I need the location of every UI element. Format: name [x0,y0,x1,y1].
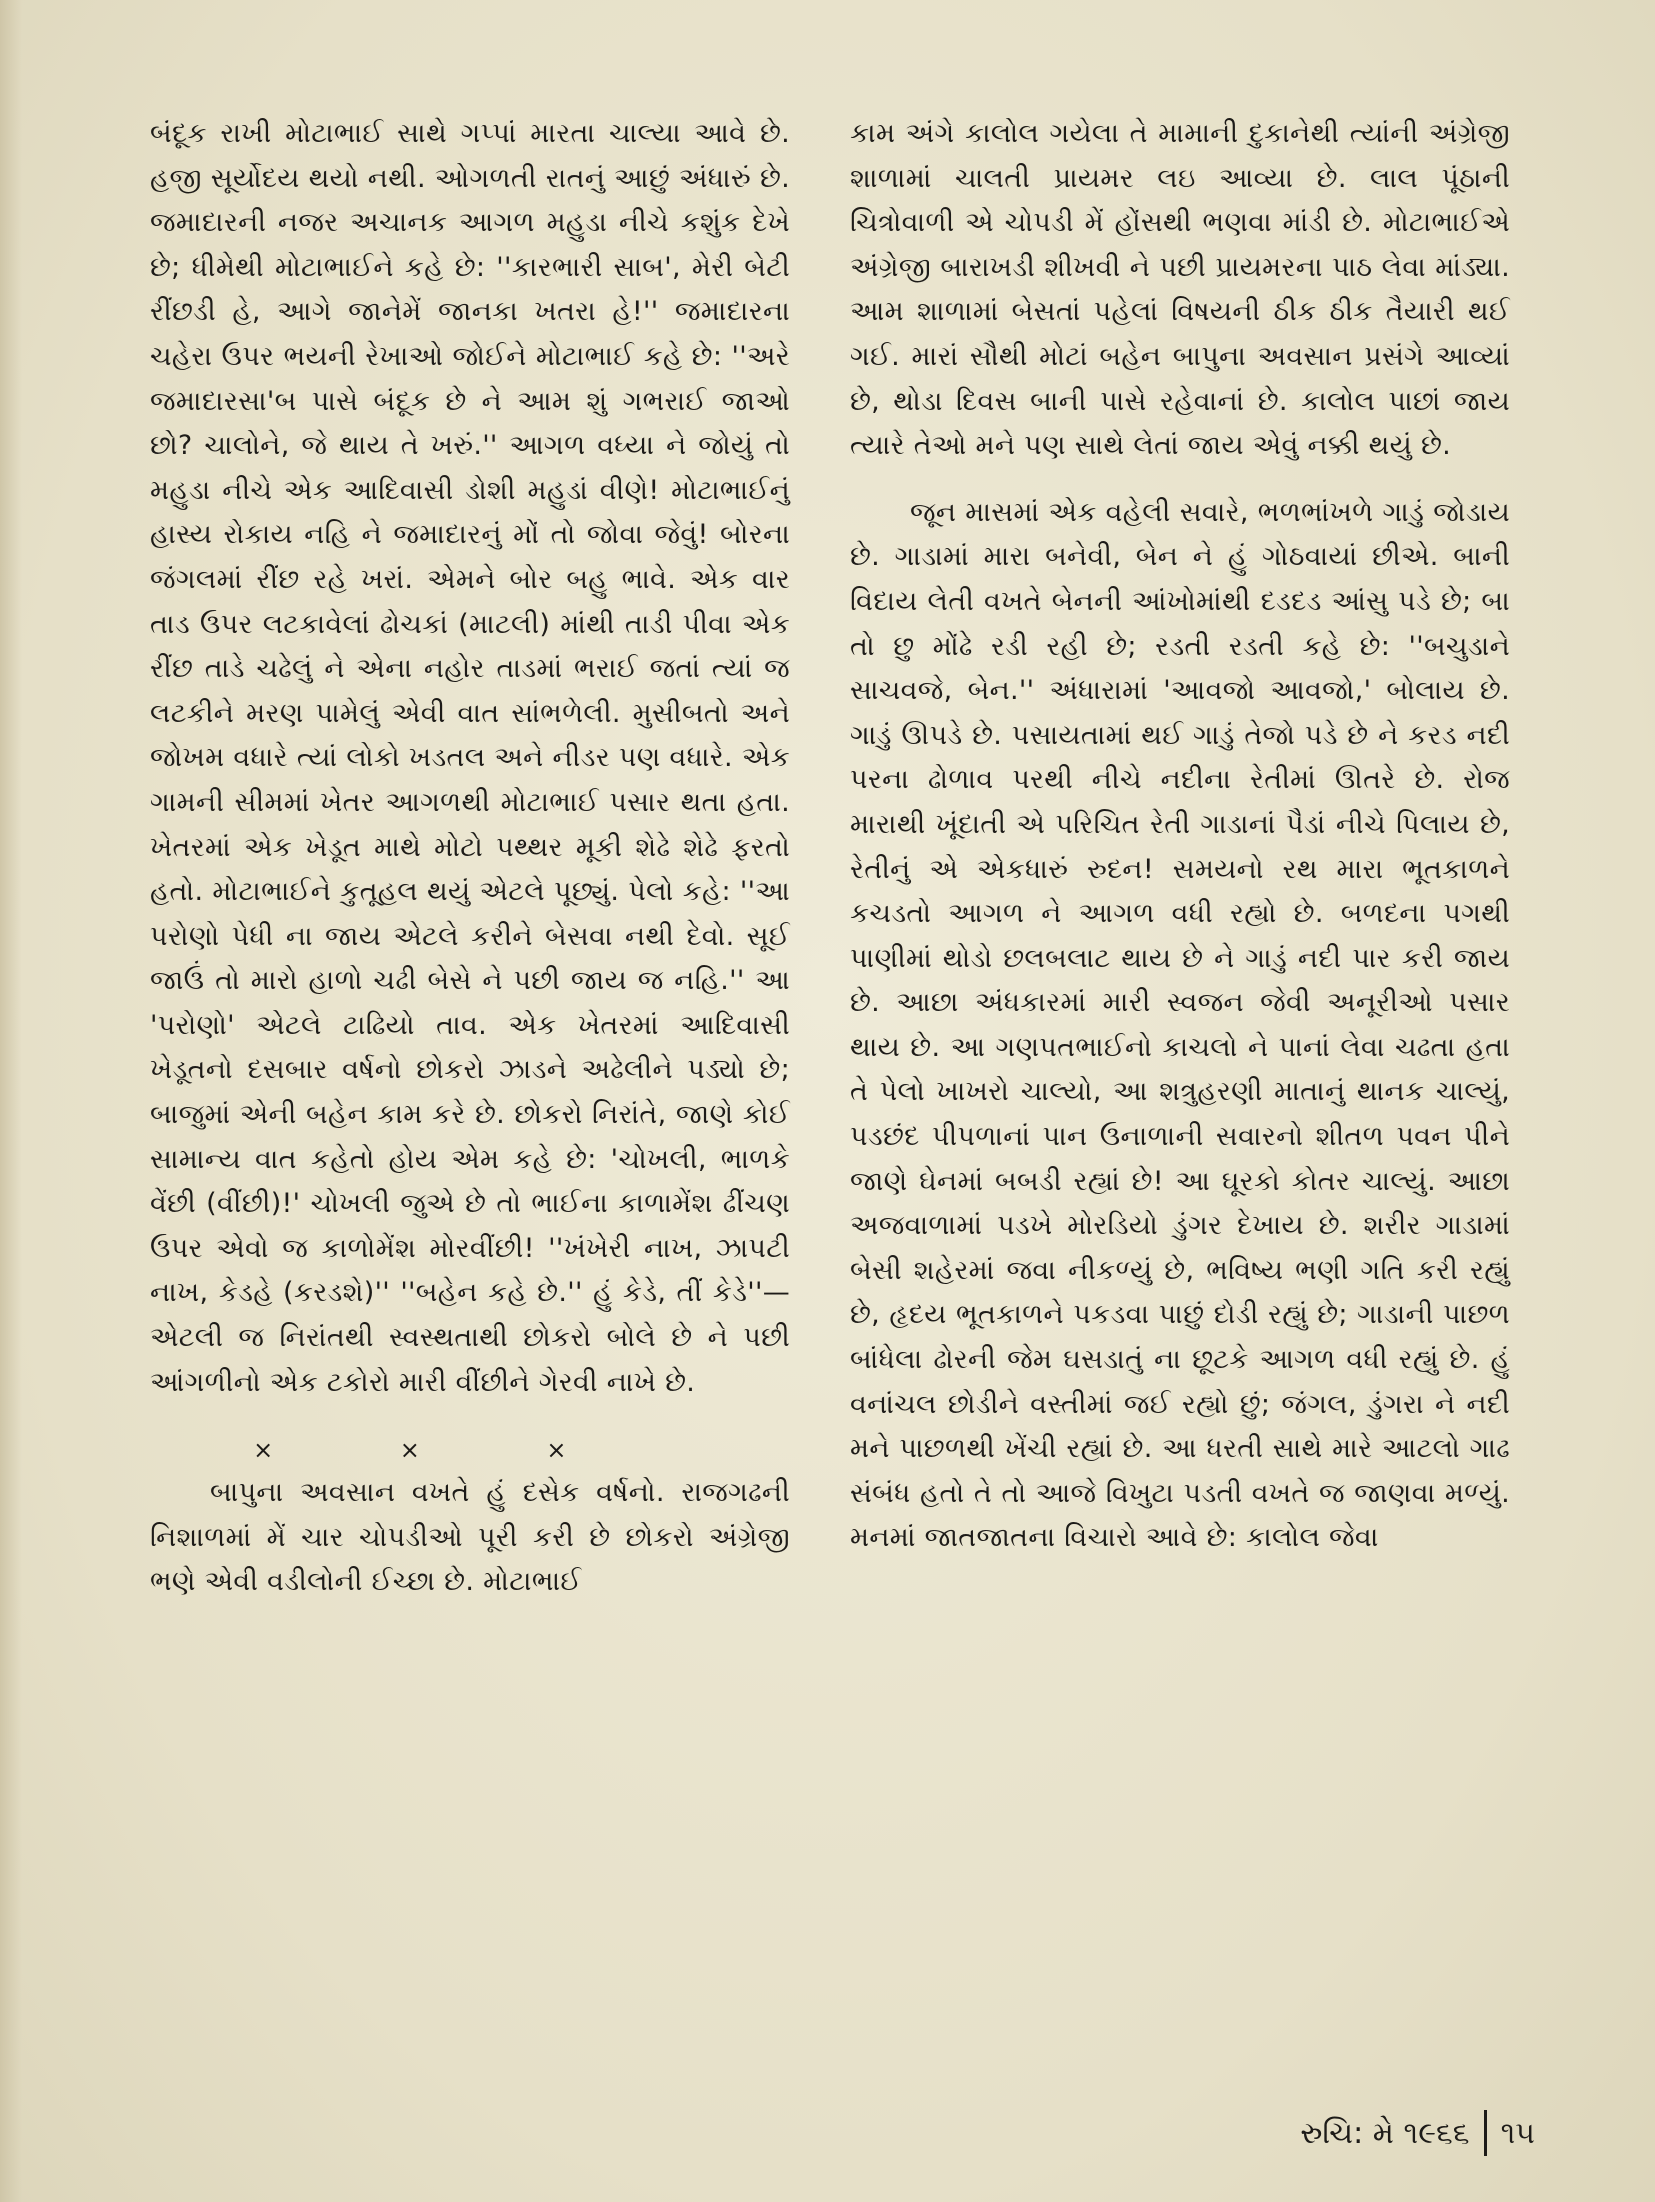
page-number: ૧૫ [1500,2115,1535,2151]
left-paragraph-2: બાપુના અવસાન વખતે હું દસેક વર્ષનો. રાજગઢની નિશાળમાં મેં ચાર ચોપડીઓ પૂરી કરી છે છોકરો અંગ્રેજી ભણે એવી વડીલોની ઈચ્છા છે. મોટાભાઈ [150,1477,790,1598]
page-footer [1175,2108,1535,2158]
separator-mark: × [253,1436,274,1465]
right-paragraph-1: કામ અંગે કાલોલ ગયેલા તે મામાની દુકાનેથી ત્યાંની અંગ્રેજી શાળામાં ચાલતી પ્રાયમર લઇ આવ્યા છે. લાલ પૂંઠાની ચિત્રોવાળી એ ચોપડી મેં હોંસથી ભણવા માંડી છે. મોટાભાઈએ અંગ્રેજી બારાખડી શીખવી ને પછી પ્રાયમરના પાઠ લેવા માંડ્યા. આમ શાળામાં બેસતાં પહેલાં વિષયની ઠીક ઠીક તૈયારી થઈ ગઈ. મારાં સૌથી મોટાં બહેન બાપુના અવસાન પ્રસંગે આવ્યાં છે, થોડા દિવસ બાની પાસે રહેવાનાં છે. કાલોલ પાછાં જાય ત્યારે તેઓ મને પણ સાથે લેતાં જાય એવું નક્કી થયું છે. [850,118,1510,462]
magazine-issue: રુચિ: મે ૧૯૬૬ [1300,2115,1470,2151]
left-column [150,112,790,1605]
binding-edge [0,0,22,2202]
right-paragraph-2: જૂન માસમાં એક વહેલી સવારે, ભળભાંખળે ગાડું જોડાય છે. ગાડામાં મારા બનેવી, બેન ને હું ગોઠવાયાં છીએ. બાની વિદાય લેતી વખતે બેનની આંખોમાંથી દડદડ આંસુ પડે છે; બા તો છુ મોંઢે રડી રહી છે; રડતી રડતી કહે છે: ''બચુડાને સાચવજે, બેન.'' અંધારામાં 'આવજો આવજો,' બોલાય છે. ગાડું ઊપડે છે. પસાયતામાં થઈ ગાડું તેજો પડે છે ને કરડ નદી પરના ઢોળાવ પરથી નીચે નદીના રેતીમાં ઊતરે છે. રોજ મારાથી ખૂંદાતી એ પરિચિત રેતી ગાડાનાં પૈડાં નીચે પિલાય છે, રેતીનું એ એકધારું રુદન! સમયનો રથ મારા ભૂતકાળને કચડતો આગળ ને આગળ વધી રહ્યો છે. બળદના પગથી પાણીમાં થોડો છલબલાટ થાય છે ને ગાડું નદી પાર કરી જાય છે. આછા અંધકારમાં મારી સ્વજન જેવી અનૂરીઓ પસાર થાય છે. આ ગણપતભાઈનો કાચલો ને પાનાં લેવા ચઢતા હતા તે પેલો ખાખરો ચાલ્યો, આ શત્રુહરણી માતાનું થાનક ચાલ્યું, પડછંદ પીપળાનાં પાન ઉનાળાની સવારનો શીતળ પવન પીને જાણે ઘેનમાં બબડી રહ્યાં છે! આ ઘૂરકો કોતર ચાલ્યું. આછા અજવાળામાં પડખે મોરડિયો ડુંગર દેખાય છે. શરીર ગાડામાં બેસી શહેરમાં જવા નીકળ્યું છે, ભવિષ્ય ભણી ગતિ કરી રહ્યું છે, હૃદય ભૂતકાળને પકડવા પાછું દોડી રહ્યું છે; ગાડાની પાછળ બાંધેલા ઢોરની જેમ ઘસડાતું ના છૂટકે આગળ વધી રહ્યું છે. હું વનાંચલ છોડીને વસ્તીમાં જઈ રહ્યો છું; જંગલ, ડુંગરા ને નદી મને પાછળથી ખેંચી રહ્યાં છે. આ ધરતી સાથે મારે આટલો ગાઢ સંબંધ હતો તે તો આજે વિખુટા પડતી વખતે જ જાણવા મળ્યું. મનમાં જાતજાતના વિચારો આવે છે: કાલોલ જેવા [850,496,1510,1554]
footer-divider [1484,2110,1487,2156]
separator-mark: × [546,1436,567,1465]
left-paragraph-1: બંદૂક રાખી મોટાભાઈ સાથે ગપ્પાં મારતા ચાલ્યા આવે છે. હજી સૂર્યોદય થયો નથી. ઓગળતી રાતનું આછું અંધારું છે. જમાદારની નજર અચાનક આગળ મહુડા નીચે કશુંક દેખે છે; ધીમેથી મોટાભાઈને કહે છે: ''કારભારી સાબ', મેરી બેટી રીંછડી હે, આગે જાનેમેં જાનકા ખતરા હે!'' જમાદારના ચહેરા ઉપર ભયની રેખાઓ જોઈને મોટાભાઈ કહે છે: ''અરે જમાદારસા'બ પાસે બંદૂક છે ને આમ શું ગભરાઈ જાઓ છો? ચાલોને, જે થાય તે ખરું.'' આગળ વધ્યા ને જોયું તો મહુડા નીચે એક આદિવાસી ડોશી મહુડાં વીણે! મોટાભાઈનું હાસ્ય રોકાય નહિ ને જમાદારનું મોં તો જોવા જેવું! બોરના જંગલમાં રીંછ રહે ખરાં. એમને બોર બહુ ભાવે. એક વાર તાડ ઉપર લટકાવેલાં ઢોચકાં (માટલી) માંથી તાડી પીવા એક રીંછ તાડે ચઢેલું ને એના નહોર તાડમાં ભરાઈ જતાં ત્યાં જ લટકીને મરણ પામેલું એવી વાત સાંભળેલી. મુસીબતો અને જોખમ વધારે ત્યાં લોકો ખડતલ અને નીડર પણ વધારે. એક ગામની સીમમાં ખેતર આગળથી મોટાભાઈ પસાર થતા હતા. ખેતરમાં એક ખેડૂત માથે મોટો પથ્થર મૂકી શેઢે શેઢે ફરતો હતો. મોટાભાઈને કુતૂહલ થયું એટલે પૂછ્યું. પેલો કહે: ''આ પરોણો પેધી ના જાય એટલે કરીને બેસવા નથી દેવો. સૂઈ જાઉં તો મારો હાળો ચઢી બેસે ને પછી જાય જ નહિ.'' આ 'પરોણો' એટલે ટાઢિયો તાવ. એક ખેતરમાં આદિવાસી ખેડૂતનો દસબાર વર્ષનો છોકરો ઝાડને અઢેલીને પડ્યો છે; બાજુમાં એની બહેન કામ કરે છે. છોકરો નિરાંતે, જાણે કોઈ સામાન્ય વાત કહેતો હોય એમ કહે છે: 'ચોખલી, ભાળકે વેંછી (વીંછી)!' ચોખલી જુએ છે તો ભાઈના કાળામેંશ ઢીંચણ ઉપર એવો જ કાળોમેંશ મોરવીંછી! ''ખંખેરી નાખ, ઝાપટી નાખ, કેડહે (કરડશે)'' ''બહેન કહે છે.'' હું કેડે, તીં કેડે''— એટલી જ નિરાંતથી સ્વસ્થતાથી છોકરો બોલે છે ને પછી આંગળીનો એક ટકોરો મારી વીંછીને ગેરવી નાખે છે. [150,118,790,1398]
right-column [850,112,1510,1561]
section-separator [190,1435,630,1465]
separator-mark: × [399,1436,421,1465]
